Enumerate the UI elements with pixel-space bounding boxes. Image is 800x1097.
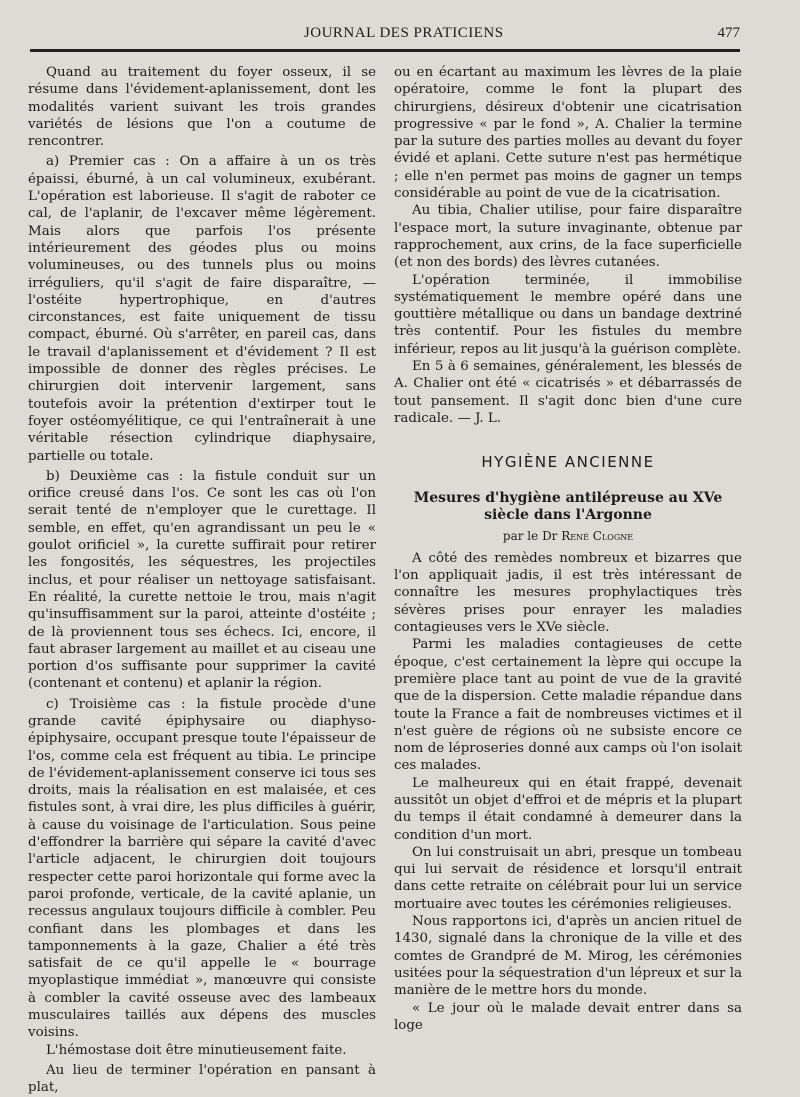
- paragraph: Parmi les maladies contagieuses de cette époque, c'est certainement la lèpre qui occupe la première place tant au point de vue de la gravité que de la dispersion. Cette maladie répandue dans toute la France a fait de nombreuses victimes et il n'est guère de régions où ne subsiste encore ce nom de léproseries donné aux camps où l'on isolait ces malades.: [394, 637, 742, 774]
- byline-prefix: par le Dr: [502, 528, 558, 543]
- header-rule: [30, 49, 740, 52]
- paragraph: L'opération terminée, il immobilise systématiquement le membre opéré dans une gouttière métallique ou dans un bandage dextriné très contentif. Pour les fistules du membre inférieur, repos au lit jusqu'à la guérison complète.: [394, 272, 742, 357]
- byline-author: René Clogne: [561, 528, 634, 543]
- paragraph: L'hémostase doit être minutieusement faite.: [46, 1042, 347, 1058]
- byline: [394, 528, 742, 545]
- paragraph: A côté des remèdes nombreux et bizarres que l'on appliquait jadis, il est très intéressant de connaître les mesures prophylactiques très sévères prises pour enrayer les maladies contagieuses vers le XVe siècle.: [394, 550, 742, 636]
- paragraph: b) Deuxième cas : la fistule conduit sur un orifice creusé dans l'os. Ce sont les cas où l'on serait tenté de n'employer que le curettage. Il semble, en effet, qu'en agrandissant un peu le « goulot orificiel », la curette suffirait pour retirer les fongosités, les séquestres, les projectiles inclus, et pour réaliser un nettoyage satisfaisant. En réalité, la curette nettoie le trou, mais n'agit qu'insuffisamment sur la paroi, atteinte d'ostéite ; de là proviennent tous ses échecs. Ici, encore, il faut abraser largement au maillet et au ciseau une portion d'os suffisante pour supprimer la cavité (contenant et contenu) et aplanir la région.: [28, 468, 376, 692]
- page-number: 477: [717, 24, 740, 41]
- paragraph: ou en écartant au maximum les lèvres de la plaie opératoire, comme le font la plupart des chirurgiens, désireux d'obtenir une cicatrisation progressive « par le fond », A. Chalier la termine par la suture des parties molles au devant du foyer évidé et aplani. Cette suture n'est pas hermétique ; elle n'en permet pas moins de gagner un temps considérable au point de vue de la cicatrisation.: [394, 65, 742, 202]
- paragraph: « Le jour où le malade devait entrer dans sa loge: [394, 1000, 742, 1033]
- paragraph: c) Troisième cas : la fistule procède d'une grande cavité épiphysaire ou diaphyso-épiphysaire, occupant presque toute l'épaisseur de l'os, comme cela est fréquent au tibia. Le principe de l'évidement-aplanissement conserve ici tous ses droits, mais la réalisation en est malaisée, et ces fistules sont, à vrai dire, les plus difficiles à guérir, à cause du voisinage de l'articulation. Sous peine d'effondrer la barrière qui sépare la cavité d'avec l'article adjacent, le chirurgien doit toujours respecter cette paroi horizontale qui forme avec la paroi profonde, verticale, de la cavité aplanie, un recessus angulaux toujours difficile à combler. Peu confiant dans les plombages et dans les tamponnements à la gaze, Chalier a été très satisfait de ce qu'il appelle le « bourrage myoplastique immédiat », manœuvre qui consiste à combler la cavité osseuse avec des lambeaux musculaires taillés aux dépens des muscles voisins.: [28, 696, 376, 1041]
- paragraph: Le malheureux qui en était frappé, devenait aussitôt un objet d'effroi et de mépris et la plupart du temps il était condamné à demeurer dans la condition d'un mort.: [394, 775, 742, 843]
- section-heading: HYGIÈNE ANCIENNE: [481, 453, 655, 472]
- paragraph: Quand au traitement du foyer osseux, il se résume dans l'évidement-aplanissement, dont les modalités varient suivant les trois grandes variétés de lésions que l'on a coutume de rencontrer.: [28, 65, 376, 150]
- paragraph: Au lieu de terminer l'opération en pansant à plat,: [28, 1062, 376, 1096]
- paragraph: a) Premier cas : On a affaire à un os très épaissi, éburné, à un cal volumineux, exubérant. L'opération est laborieuse. Il s'agit de raboter ce cal, de l'aplanir, de l'excaver même légèrement. Mais alors que parfois l'os présente intérieurement des géodes plus ou moins volumineuses, ou des tunnels plus ou moins irréguliers, qu'il s'agit de faire disparaître, —l'ostéite hypertrophique, en d'autres circonstances, est faite uniquement de tissu compact, éburné. Où s'arrêter, en pareil cas, dans le travail d'aplanissement et d'évidement ? Il est impossible de donner des règles précises. Le chirurgien doit intervenir largement, sans toutefois avoir la prétention d'extirper tout le foyer ostéomyélitique, ce qui l'entraînerait à une véritable résection cylindrique diaphysaire, partielle ou totale.: [28, 154, 376, 464]
- paragraph: On lui construisait un abri, presque un tombeau qui lui servait de résidence et lorsqu'il entrait dans cette retraite on célébrait pour lui un service mortuaire avec toutes les cérémonies religieuses.: [394, 844, 742, 912]
- left-column: [28, 64, 376, 1097]
- article-title: Mesures d'hygiène antilépreuse au XVe siècle dans l'Argonne: [413, 489, 723, 523]
- running-title: JOURNAL DES PRATICIENS: [303, 24, 504, 41]
- paragraph: Nous rapportons ici, d'après un ancien rituel de 1430, signalé dans la chronique de la ville et des comtes de Grandpré de M. Mirog, les cérémonies usitées pour la séquestration d'un lépreux et sur la manière de le mettre hors du monde.: [394, 914, 742, 999]
- paragraph: Au tibia, Chalier utilise, pour faire disparaître l'espace mort, la suture invaginante, obtenue par rapprochement, aux crins, de la face superficielle (et non des bords) des lèvres cutanées.: [394, 203, 742, 271]
- paragraph: En 5 à 6 semaines, généralement, les blessés de A. Chalier ont été « cicatrisés » et débarrassés de tout pansement. Il s'agit donc bien d'une cure radicale. — J. L.: [394, 359, 742, 426]
- right-column: [394, 64, 742, 1034]
- page-header: [30, 22, 740, 44]
